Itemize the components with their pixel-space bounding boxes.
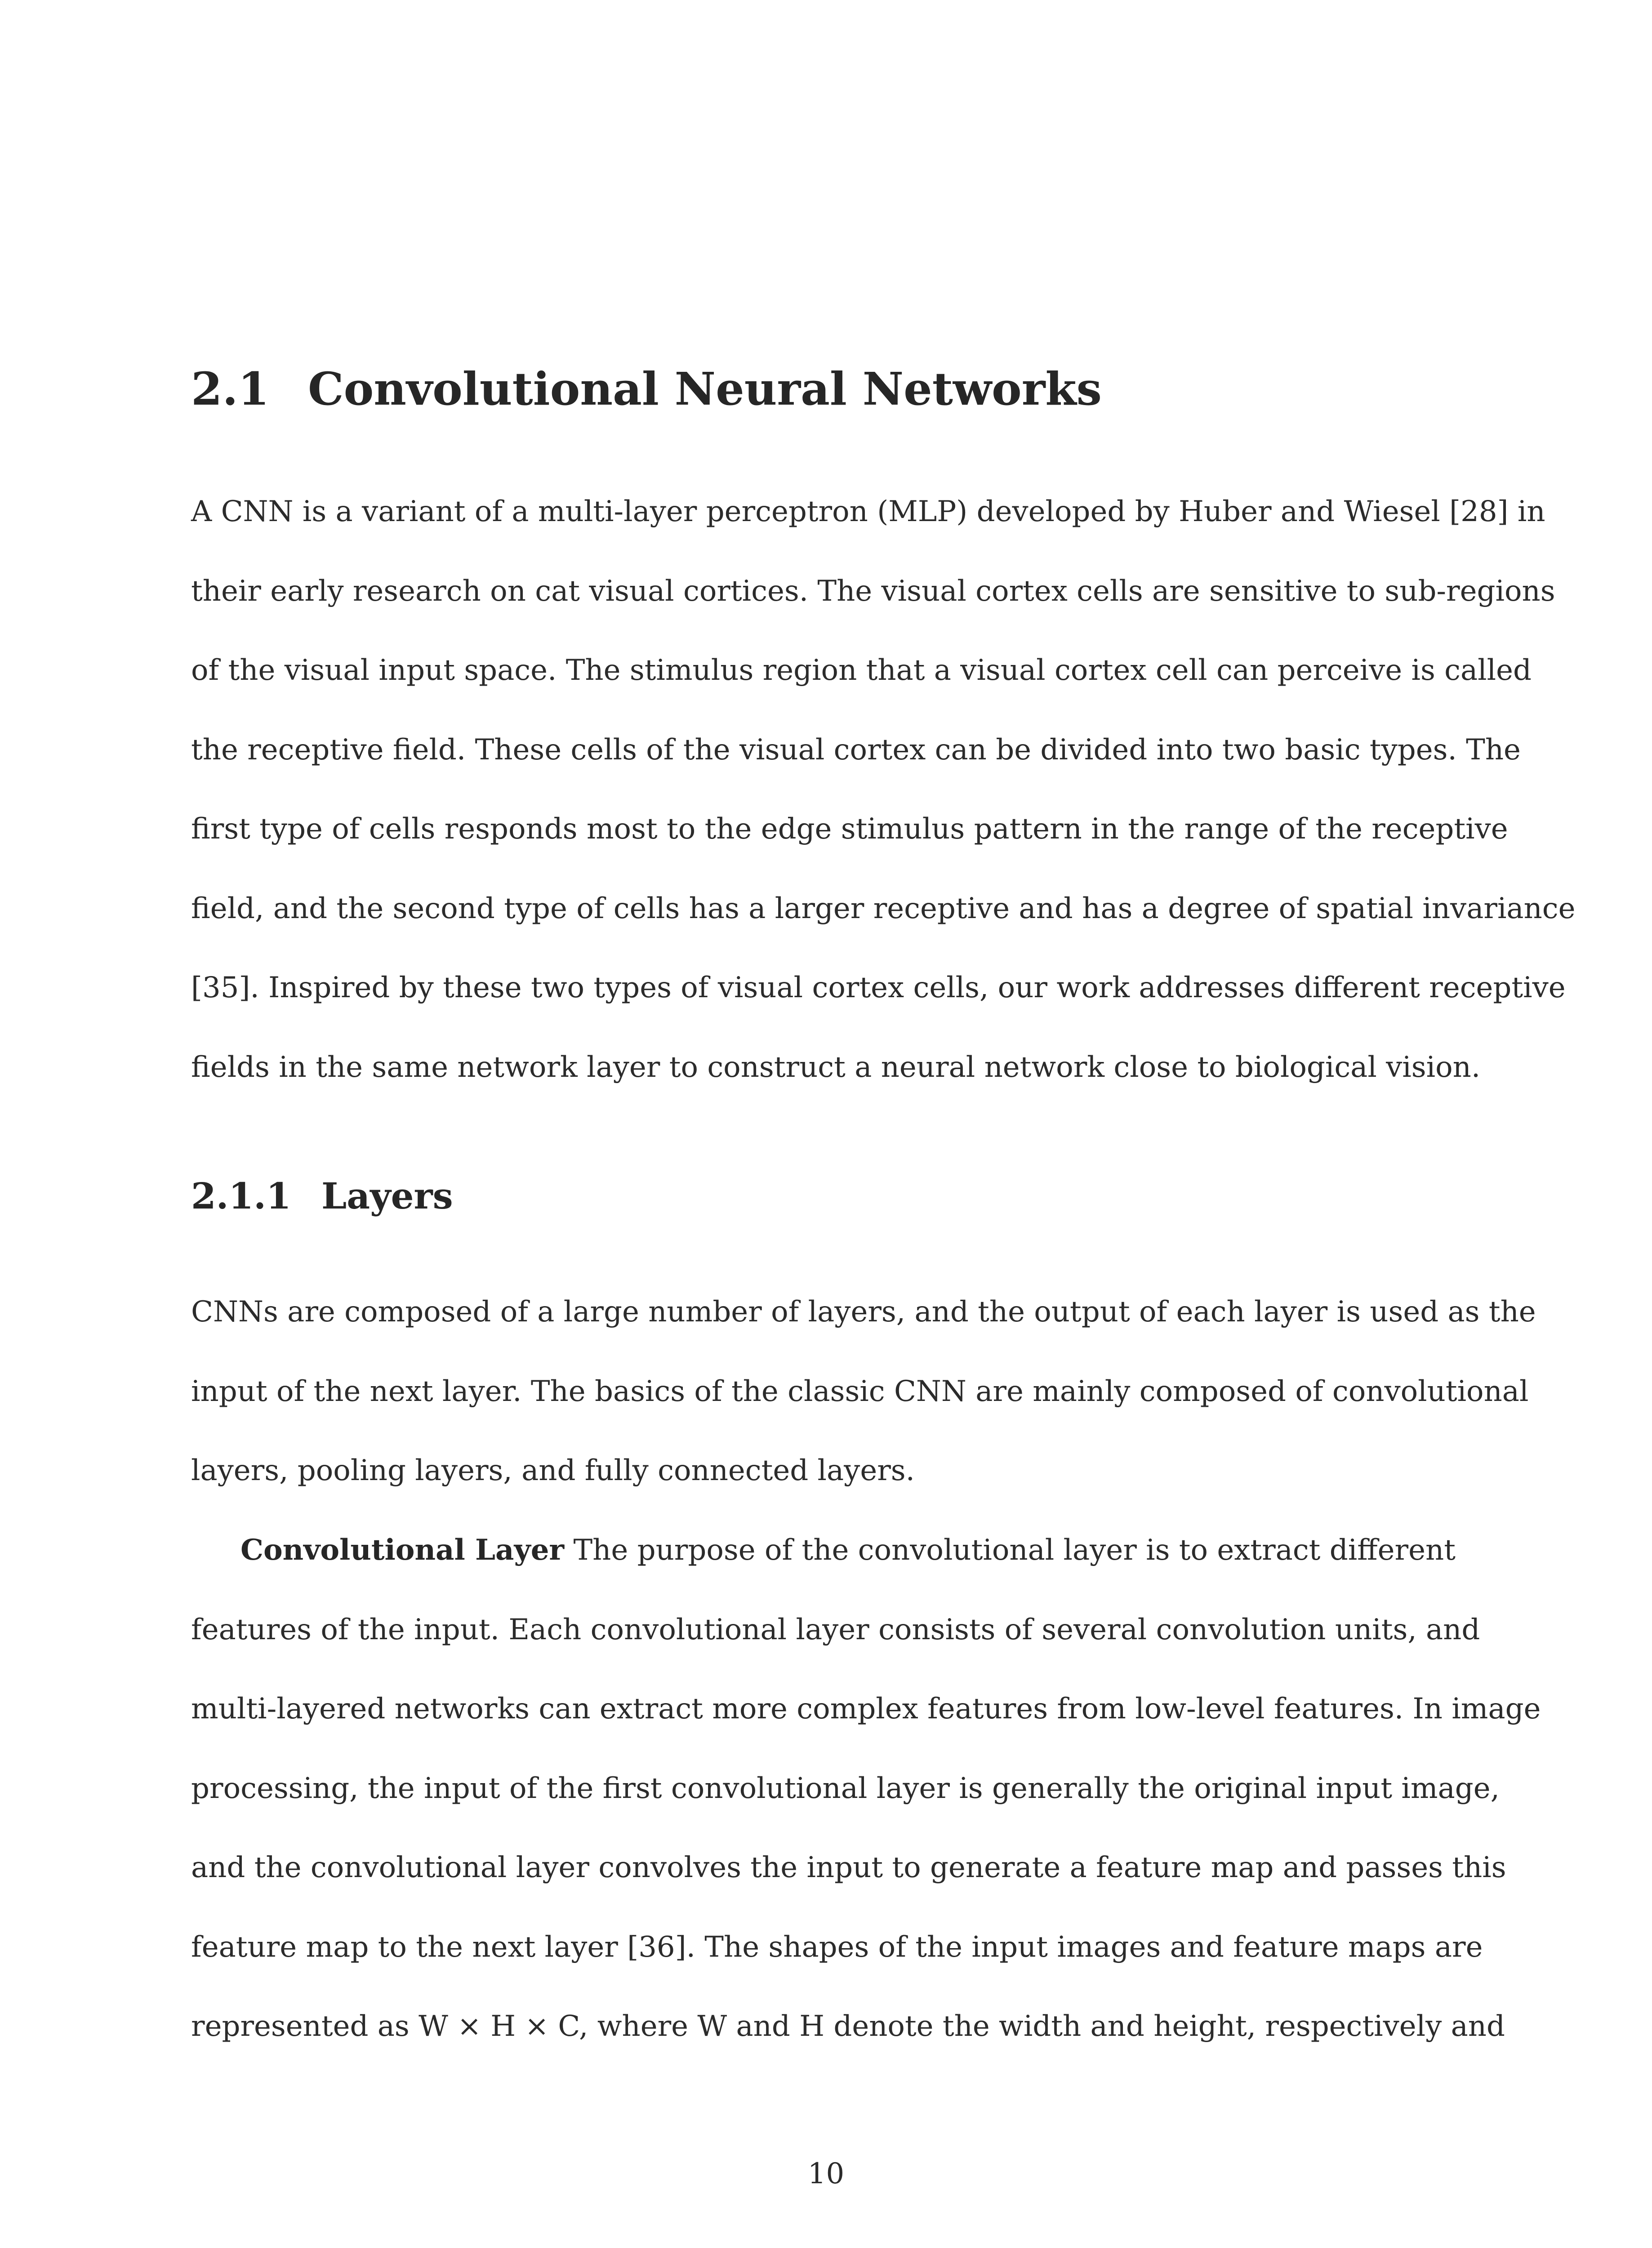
paragraph-line: their early research on cat visual cortices. The visual cortex cells are sensitive to sub-regions: [191, 574, 1555, 608]
paragraph-line: multi-layered networks can extract more complex features from low-level features. In image: [191, 1692, 1541, 1726]
paragraph-line: features of the input. Each convolutional layer consists of several convolution units, and: [191, 1613, 1480, 1646]
paragraph-lead: Convolutional Layer: [240, 1533, 565, 1567]
paragraph-line: [35]. Inspired by these two types of visual cortex cells, our work addresses different receptive: [191, 971, 1566, 1004]
paragraph-line: represented as W × H × C, where W and H denote the width and height, respectively and: [191, 2010, 1505, 2043]
paragraph-line: of the visual input space. The stimulus region that a visual cortex cell can perceive is called: [191, 654, 1532, 687]
paragraph-line: field, and the second type of cells has a larger receptive and has a degree of spatial invariance: [191, 892, 1576, 925]
section-heading: [191, 360, 1102, 418]
layers-paragraph: [191, 1272, 1536, 1511]
paragraph-line: the receptive field. These cells of the visual cortex can be divided into two basic types. The: [191, 733, 1521, 767]
subsection-title: Layers: [321, 1175, 453, 1217]
paragraph-line-rest: The purpose of the convolutional layer is to extract different: [573, 1534, 1456, 1567]
paragraph-line: first type of cells responds most to the edge stimulus pattern in the range of the receptive: [191, 812, 1508, 846]
paragraph-first-line: [191, 1511, 1456, 1590]
section-title: Convolutional Neural Networks: [308, 362, 1102, 415]
paragraph-line: fields in the same network layer to construct a neural network close to biological vision.: [191, 1050, 1481, 1084]
section-number: 2.1: [191, 362, 269, 415]
page-number: 10: [807, 2157, 845, 2190]
paragraph-line: processing, the input of the first convolutional layer is generally the original input image,: [191, 1771, 1500, 1805]
paragraph-line: feature map to the next layer [36]. The shapes of the input images and feature maps are: [191, 1930, 1483, 1964]
paragraph-line: layers, pooling layers, and fully connected layers.: [191, 1454, 915, 1487]
paragraph-line: A CNN is a variant of a multi-layer perceptron (MLP) developed by Huber and Wiesel [28] in: [191, 495, 1545, 528]
conv-layer-paragraph: [191, 1511, 1541, 2066]
paragraph-line: and the convolutional layer convolves the input to generate a feature map and passes this: [191, 1851, 1506, 1884]
intro-paragraph: [191, 472, 1576, 1107]
paragraph-line: CNNs are composed of a large number of layers, and the output of each layer is used as the: [191, 1295, 1536, 1329]
subsection-number: 2.1.1: [191, 1175, 291, 1217]
subsection-heading: [191, 1171, 453, 1221]
paragraph-line: input of the next layer. The basics of the classic CNN are mainly composed of convolutional: [191, 1374, 1529, 1408]
